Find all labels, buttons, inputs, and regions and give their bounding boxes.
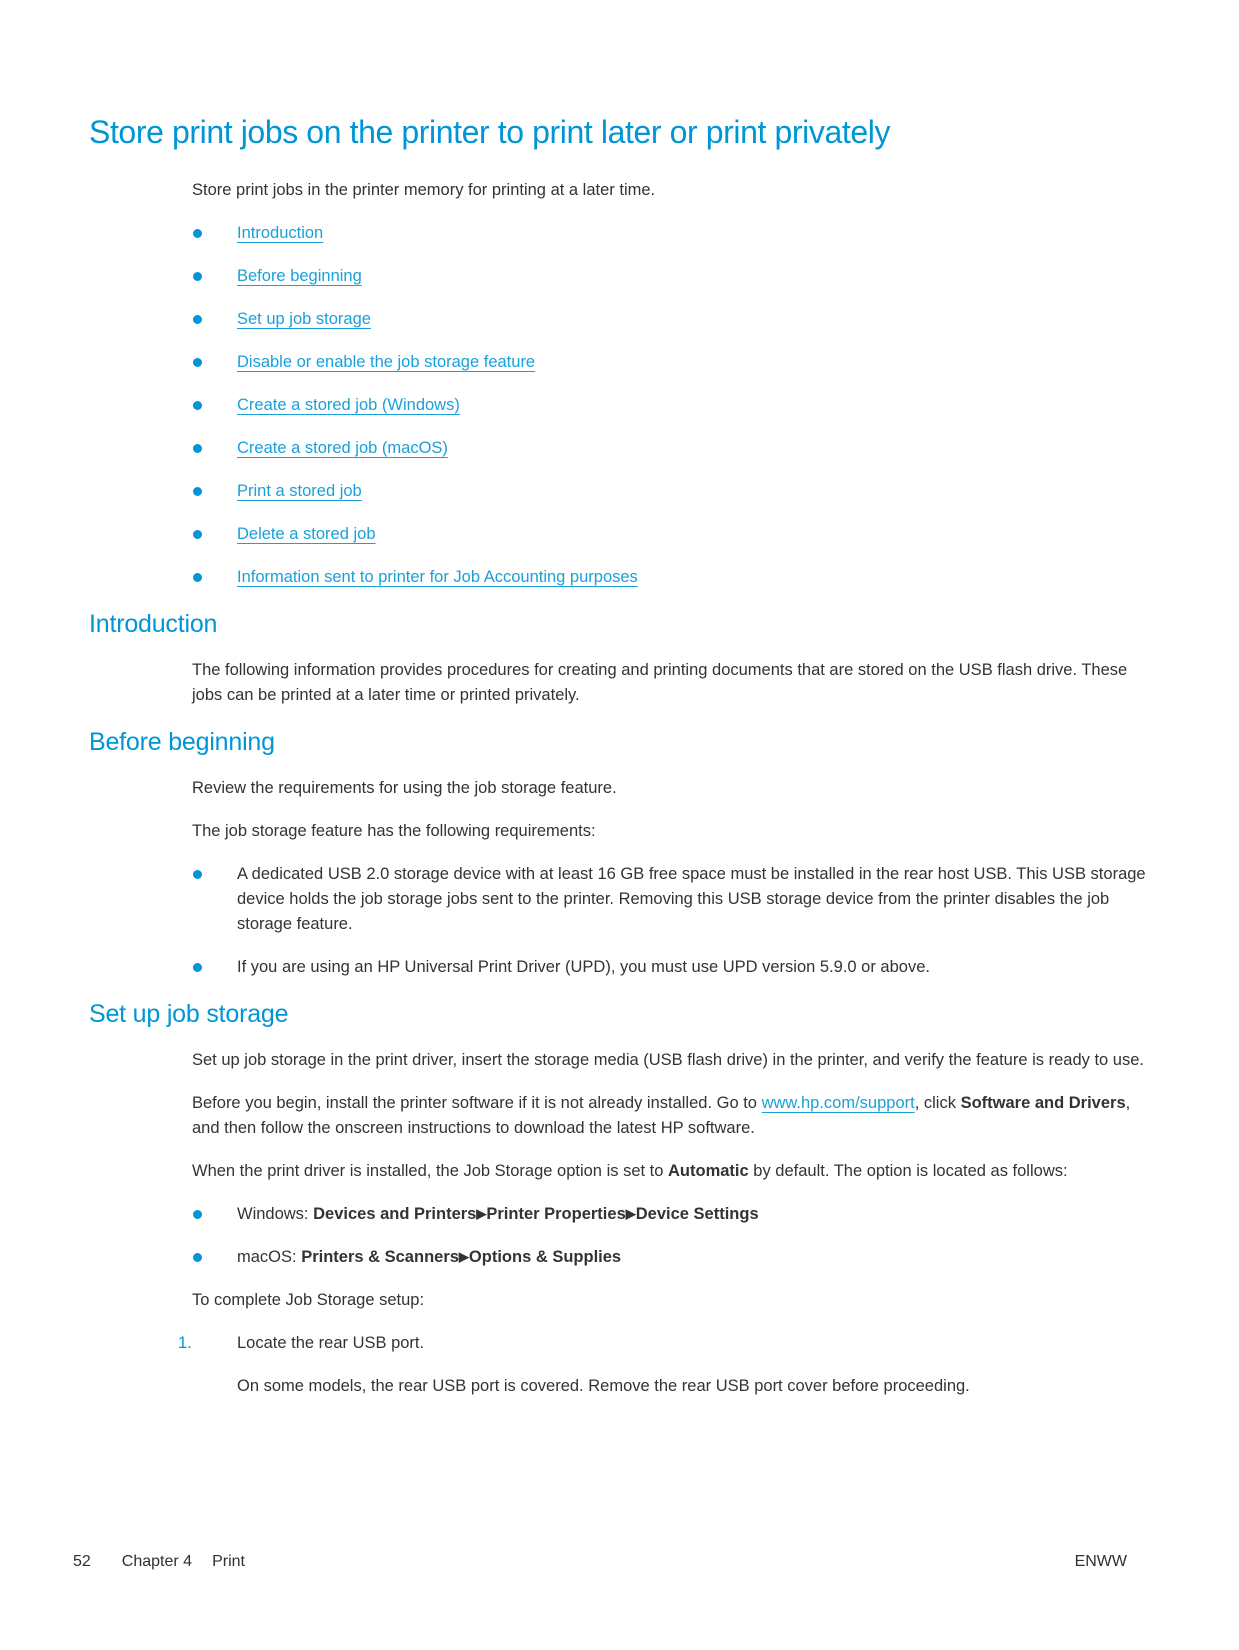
text-segment: by default. The option is located as follows: (748, 1162, 1068, 1180)
requirement-item (192, 862, 1150, 937)
bullet-icon (193, 487, 202, 496)
toc-link-delete-stored-job[interactable]: Delete a stored job (237, 525, 376, 543)
toc-link-job-accounting[interactable]: Information sent to printer for Job Accounting purposes (237, 568, 638, 586)
text-segment: Windows: (237, 1205, 314, 1223)
toc-item (192, 221, 1150, 246)
chapter-title: Print (212, 1553, 245, 1570)
toc-link-before-beginning[interactable]: Before beginning (237, 267, 362, 285)
requirement-text: A dedicated USB 2.0 storage device with at least 16 GB free space must be installed in the rear host USB. This USB storage device holds the job storage jobs sent to the printer. Removing this USB storage device from the printer disables the job storage feature. (237, 865, 1146, 933)
toc-item (192, 264, 1150, 289)
toc-item (192, 479, 1150, 504)
arrow-separator-icon: ▶ (476, 1206, 487, 1221)
bullet-icon (193, 1253, 202, 1262)
bullet-icon (193, 315, 202, 324)
intro-block (192, 178, 1150, 590)
toc-link-create-stored-job-windows[interactable]: Create a stored job (Windows) (237, 396, 460, 414)
bullet-icon (193, 1210, 202, 1219)
page-number: 52 (73, 1553, 91, 1570)
setup-paragraph-3 (192, 1159, 1150, 1184)
windows-path-text (237, 1205, 759, 1223)
toc-link-print-stored-job[interactable]: Print a stored job (237, 482, 362, 500)
text-segment: , click (914, 1094, 961, 1112)
bullet-icon (193, 870, 202, 879)
macos-path-item (192, 1245, 1150, 1270)
toc-item (192, 436, 1150, 461)
step-number: 1. (178, 1334, 192, 1352)
text-segment: When the print driver is installed, the Job Storage option is set to (192, 1162, 669, 1180)
inline-link[interactable]: www.hp.com/support (761, 1094, 915, 1112)
step-detail: On some models, the rear USB port is covered. Remove the rear USB port cover before proceeding. (237, 1377, 970, 1395)
option-location-list (192, 1202, 1150, 1270)
bullet-icon (193, 272, 202, 281)
bullet-icon (193, 530, 202, 539)
bullet-icon (193, 963, 202, 972)
chapter-label: Chapter 4 (121, 1553, 193, 1570)
toc-item (192, 307, 1150, 332)
section-set-up-job-storage (178, 1048, 1150, 1399)
setup-paragraph-4: To complete Job Storage setup: (192, 1291, 425, 1309)
bold-text: Devices and Printers (313, 1205, 477, 1223)
requirement-text: If you are using an HP Universal Print Driver (UPD), you must use UPD version 5.9.0 or above. (237, 958, 930, 976)
setup-paragraph-1: Set up job storage in the print driver, insert the storage media (USB flash drive) in the printer, and verify the feature is ready to use. (192, 1051, 1144, 1069)
before-beginning-paragraph-2: The job storage feature has the following requirements: (192, 822, 596, 840)
toc-item (192, 522, 1150, 547)
bold-text: Device Settings (635, 1205, 759, 1223)
toc-link-introduction[interactable]: Introduction (237, 224, 324, 242)
macos-path-text (237, 1248, 621, 1266)
bold-text: Automatic (668, 1162, 749, 1180)
toc-link-set-up-job-storage[interactable]: Set up job storage (237, 310, 371, 328)
toc-link-create-stored-job-macos[interactable]: Create a stored job (macOS) (237, 439, 448, 457)
bold-text: Printers & Scanners (301, 1248, 459, 1266)
step-text: Locate the rear USB port. (237, 1334, 425, 1352)
setup-paragraph-2 (192, 1091, 1150, 1141)
bold-text: Printer Properties (486, 1205, 626, 1223)
toc-item (192, 350, 1150, 375)
bullet-icon (193, 401, 202, 410)
section-introduction (192, 658, 1150, 708)
bold-text: Options & Supplies (468, 1248, 622, 1266)
introduction-paragraph: The following information provides procedures for creating and printing documents that are stored on the USB flash drive. These jobs can be printed at a later time or printed privately. (192, 661, 1128, 704)
text-segment: Before you begin, install the printer software if it is not already installed. Go to (192, 1094, 762, 1112)
arrow-separator-icon: ▶ (458, 1249, 469, 1264)
bullet-icon (193, 444, 202, 453)
toc-list (192, 221, 1150, 590)
bullet-icon (193, 573, 202, 582)
footer-right-label: ENWW (1074, 1553, 1127, 1570)
setup-steps (178, 1331, 1150, 1399)
toc-item (192, 565, 1150, 590)
section-heading-before-beginning: Before beginning (89, 728, 275, 756)
step-item (178, 1331, 1150, 1399)
text-segment: , and then follow the onscreen instructions to download the latest HP software. (192, 1094, 1131, 1137)
section-heading-introduction: Introduction (89, 610, 218, 638)
intro-paragraph: Store print jobs in the printer memory for printing at a later time. (192, 181, 656, 199)
page-footer (73, 1552, 1127, 1572)
section-before-beginning (192, 776, 1150, 980)
page-title: Store print jobs on the printer to print later or print privately (89, 114, 891, 150)
arrow-separator-icon: ▶ (625, 1206, 636, 1221)
bullet-icon (193, 229, 202, 238)
windows-path-item (192, 1202, 1150, 1227)
toc-item (192, 393, 1150, 418)
bold-text: Software and Drivers (960, 1094, 1126, 1112)
requirements-list (192, 862, 1150, 980)
requirement-item (192, 955, 1150, 980)
before-beginning-paragraph-1: Review the requirements for using the job storage feature. (192, 779, 617, 797)
toc-link-disable-enable-job-storage[interactable]: Disable or enable the job storage feature (237, 353, 536, 371)
text-segment: macOS: (237, 1248, 302, 1266)
section-heading-set-up-job-storage: Set up job storage (89, 1000, 289, 1028)
bullet-icon (193, 358, 202, 367)
step-body (237, 1331, 1150, 1399)
